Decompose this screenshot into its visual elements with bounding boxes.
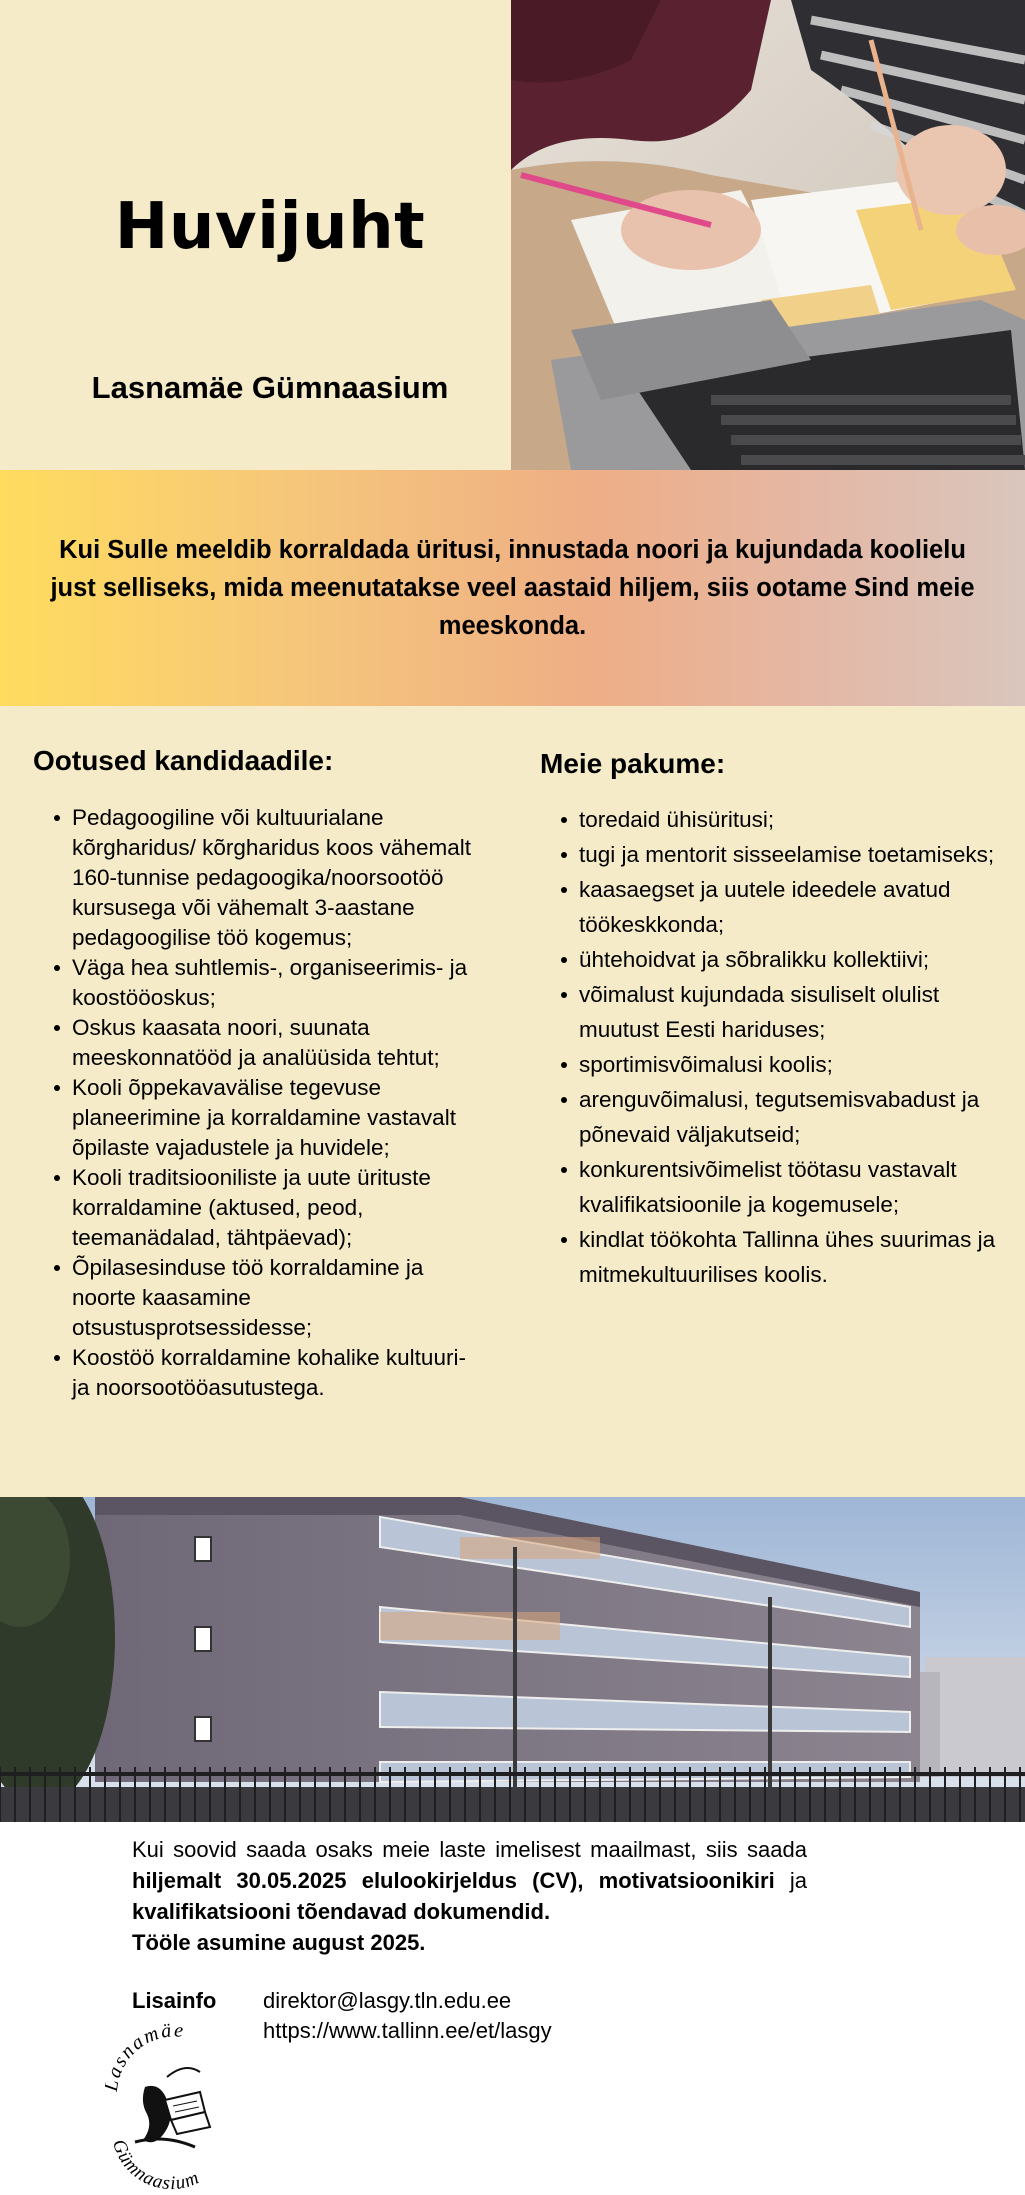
website-link[interactable]: https://www.tallinn.ee/et/lasgy — [263, 2018, 552, 2043]
school-logo — [105, 2022, 240, 2192]
list-item: kindlat töökohta Tallinna ühes suurimas ja mitmekultuurilises koolis. — [540, 1222, 1015, 1292]
list-item: võimalust kujundada sisuliselt olulist muutust Eesti hariduses; — [540, 977, 1015, 1047]
list-item: Kooli traditsiooniliste ja uute ürituste korraldamine (aktused, peod, teemanädalad, tähtpäevad); — [33, 1163, 483, 1253]
email-link[interactable]: direktor@lasgy.tln.edu.ee — [263, 1988, 512, 2013]
offer-list — [540, 802, 1015, 1292]
apply-and: ja — [774, 1868, 807, 1893]
list-item: Pedagoogiline või kultuurialane kõrgharidus/ kõrgharidus koos vähemalt 160-tunnise pedagoogika/noorsootöö kursusega või vähemalt 3-aastane pedagoogilise töö kogemus; — [33, 803, 483, 953]
students-writing-photo — [511, 0, 1025, 470]
offer-section — [540, 745, 1015, 1292]
logo-bottom-text: Gümnaasium — [107, 2136, 203, 2192]
list-item: konkurentsivõimelist töötasu vastavalt kvalifikatsioonile ja kogemusele; — [540, 1152, 1015, 1222]
start-date: Tööle asumine august 2025. — [132, 1930, 426, 1955]
intro-band — [0, 470, 1025, 706]
list-item: kaasaegset ja uutele ideedele avatud töökeskkonda; — [540, 872, 1015, 942]
list-item: ühtehoidvat ja sõbralikku kollektiivi; — [540, 942, 1015, 977]
expectations-list — [33, 803, 483, 1403]
footer-section — [0, 1822, 1025, 2195]
list-item: toredaid ühisüritusi; — [540, 802, 1015, 837]
school-name: Lasnamäe Gümnaasium — [91, 370, 449, 405]
list-item: Koostöö korraldamine kohalike kultuuri- ja noorsootööasutustega. — [33, 1343, 483, 1403]
list-item: tugi ja mentorit sisseelamise toetamiseks; — [540, 837, 1015, 872]
apply-intro: Kui soovid saada osaks meie laste imelisest maailmast, siis saada — [132, 1837, 807, 1862]
apply-deadline: hiljemalt 30.05.2025 elulookirjeldus (CV), motivatsioonikiri — [132, 1868, 775, 1893]
application-text — [132, 1834, 807, 1958]
expectations-section — [33, 745, 483, 1403]
expectations-heading: Ootused kandidaadile: — [33, 745, 334, 776]
hero-section — [0, 0, 1025, 470]
list-item: Kooli õppekavavälise tegevuse planeerimine ja korraldamine vastavalt õpilaste vajadustele ja huvidele; — [33, 1073, 483, 1163]
list-item: Väga hea suhtlemis-, organiseerimis- ja koostööoskus; — [33, 953, 483, 1013]
job-title: Huvijuht — [114, 190, 426, 264]
apply-documents: kvalifikatsiooni tõendavad dokumendid. — [132, 1899, 551, 1924]
intro-text: Kui Sulle meeldib korraldada üritusi, innustada noori ja kujundada koolielu just selliseks, mida meenutatakse veel aastaid hiljem, siis ootame Sind meie meeskonda. — [50, 536, 975, 640]
list-item: sportimisvõimalusi koolis; — [540, 1047, 1015, 1082]
list-item: Õpilasesinduse töö korraldamine ja noorte kaasamine otsustusprotsessidesse; — [33, 1253, 483, 1343]
list-item: Oskus kaasata noori, suunata meeskonnatööd ja analüüsida tehtut; — [33, 1013, 483, 1073]
info-label: Lisainfo — [132, 1988, 217, 2013]
school-building-photo — [0, 1497, 1025, 1822]
list-item: arenguvõimalusi, tegutsemisvabadust ja põnevaid väljakutseid; — [540, 1082, 1015, 1152]
offer-heading: Meie pakume: — [540, 748, 726, 779]
logo-top-text: asnamäe — [105, 2022, 186, 2081]
